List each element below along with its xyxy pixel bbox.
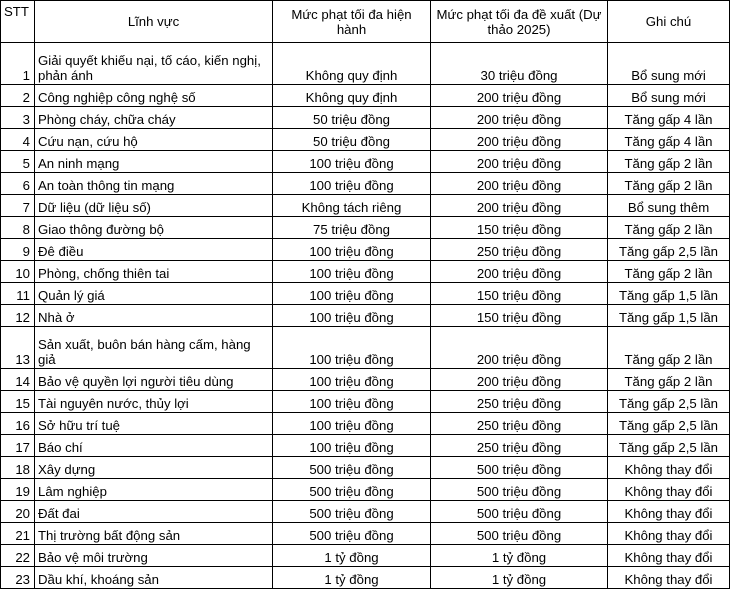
table-row — [1, 369, 730, 391]
row-note: Tăng gấp 2,5 lần — [608, 239, 730, 261]
row-field: Công nghiệp công nghệ số — [35, 85, 273, 107]
row-proposed-fine: 200 triệu đồng — [431, 85, 608, 107]
row-note: Tăng gấp 2 lần — [608, 217, 730, 239]
row-current-fine: 75 triệu đồng — [273, 217, 431, 239]
table-row — [1, 283, 730, 305]
row-proposed-fine: 250 triệu đồng — [431, 435, 608, 457]
table-row — [1, 217, 730, 239]
row-proposed-fine: 500 triệu đồng — [431, 479, 608, 501]
row-field: Báo chí — [35, 435, 273, 457]
row-stt: 17 — [1, 435, 35, 457]
row-field: Phòng cháy, chữa cháy — [35, 107, 273, 129]
row-note: Tăng gấp 4 lần — [608, 107, 730, 129]
row-note: Không thay đổi — [608, 457, 730, 479]
row-note: Bổ sung mới — [608, 43, 730, 85]
row-stt: 16 — [1, 413, 35, 435]
row-note: Tăng gấp 1,5 lần — [608, 283, 730, 305]
table-row — [1, 523, 730, 545]
row-proposed-fine: 250 triệu đồng — [431, 413, 608, 435]
header-stt: STT — [1, 1, 35, 43]
row-field: Đê điều — [35, 239, 273, 261]
row-stt: 1 — [1, 43, 35, 85]
row-proposed-fine: 200 triệu đồng — [431, 129, 608, 151]
row-stt: 11 — [1, 283, 35, 305]
row-note: Tăng gấp 2,5 lần — [608, 435, 730, 457]
row-stt: 7 — [1, 195, 35, 217]
row-stt: 23 — [1, 567, 35, 589]
row-stt: 22 — [1, 545, 35, 567]
table-row — [1, 129, 730, 151]
row-field: Nhà ở — [35, 305, 273, 327]
header-note: Ghi chú — [608, 1, 730, 43]
row-current-fine: 50 triệu đồng — [273, 107, 431, 129]
row-field: Lâm nghiệp — [35, 479, 273, 501]
row-current-fine: 50 triệu đồng — [273, 129, 431, 151]
row-current-fine: 100 triệu đồng — [273, 173, 431, 195]
row-proposed-fine: 200 triệu đồng — [431, 173, 608, 195]
row-stt: 6 — [1, 173, 35, 195]
row-proposed-fine: 1 tỷ đồng — [431, 567, 608, 589]
header-current-fine: Mức phạt tối đa hiện hành — [273, 1, 431, 43]
row-stt: 10 — [1, 261, 35, 283]
row-note: Không thay đổi — [608, 567, 730, 589]
row-stt: 9 — [1, 239, 35, 261]
row-stt: 12 — [1, 305, 35, 327]
row-note: Không thay đổi — [608, 545, 730, 567]
row-proposed-fine: 200 triệu đồng — [431, 261, 608, 283]
row-field: An toàn thông tin mạng — [35, 173, 273, 195]
row-field: Giao thông đường bộ — [35, 217, 273, 239]
row-current-fine: 100 triệu đồng — [273, 305, 431, 327]
row-field: Bảo vệ quyền lợi người tiêu dùng — [35, 369, 273, 391]
table-row — [1, 239, 730, 261]
row-field: Dầu khí, khoáng sản — [35, 567, 273, 589]
table-row — [1, 43, 730, 85]
row-field: Quản lý giá — [35, 283, 273, 305]
row-field: Thị trường bất động sản — [35, 523, 273, 545]
row-field: Tài nguyên nước, thủy lợi — [35, 391, 273, 413]
row-field: Phòng, chống thiên tai — [35, 261, 273, 283]
row-current-fine: 1 tỷ đồng — [273, 545, 431, 567]
row-proposed-fine: 200 triệu đồng — [431, 195, 608, 217]
row-field: Xây dựng — [35, 457, 273, 479]
row-field: Giải quyết khiếu nại, tố cáo, kiến nghị, phản ánh — [35, 43, 273, 85]
row-current-fine: 100 triệu đồng — [273, 369, 431, 391]
row-field: Sở hữu trí tuệ — [35, 413, 273, 435]
row-stt: 8 — [1, 217, 35, 239]
row-stt: 14 — [1, 369, 35, 391]
row-field: An ninh mạng — [35, 151, 273, 173]
table-body — [1, 43, 730, 589]
header-proposed-fine: Mức phạt tối đa đề xuất (Dự thảo 2025) — [431, 1, 608, 43]
row-current-fine: 100 triệu đồng — [273, 283, 431, 305]
row-proposed-fine: 500 triệu đồng — [431, 523, 608, 545]
table-row — [1, 545, 730, 567]
row-current-fine: Không quy định — [273, 43, 431, 85]
table-row — [1, 305, 730, 327]
row-note: Tăng gấp 2,5 lần — [608, 391, 730, 413]
row-field: Dữ liệu (dữ liệu số) — [35, 195, 273, 217]
table-row — [1, 391, 730, 413]
row-current-fine: 100 triệu đồng — [273, 239, 431, 261]
row-current-fine: 100 triệu đồng — [273, 327, 431, 369]
row-proposed-fine: 500 triệu đồng — [431, 457, 608, 479]
row-note: Tăng gấp 1,5 lần — [608, 305, 730, 327]
row-note: Tăng gấp 2 lần — [608, 327, 730, 369]
row-proposed-fine: 200 triệu đồng — [431, 151, 608, 173]
row-current-fine: 100 triệu đồng — [273, 151, 431, 173]
row-field: Cứu nạn, cứu hộ — [35, 129, 273, 151]
table-row — [1, 261, 730, 283]
header-row — [1, 1, 730, 43]
table-row — [1, 85, 730, 107]
row-stt: 4 — [1, 129, 35, 151]
row-current-fine: 100 triệu đồng — [273, 435, 431, 457]
row-proposed-fine: 250 triệu đồng — [431, 239, 608, 261]
row-current-fine: 100 triệu đồng — [273, 391, 431, 413]
row-note: Tăng gấp 2 lần — [608, 173, 730, 195]
row-proposed-fine: 200 triệu đồng — [431, 327, 608, 369]
row-stt: 5 — [1, 151, 35, 173]
row-proposed-fine: 1 tỷ đồng — [431, 545, 608, 567]
table-row — [1, 435, 730, 457]
header-field: Lĩnh vực — [35, 1, 273, 43]
row-stt: 3 — [1, 107, 35, 129]
row-current-fine: 500 triệu đồng — [273, 479, 431, 501]
row-stt: 15 — [1, 391, 35, 413]
row-note: Không thay đổi — [608, 501, 730, 523]
row-note: Tăng gấp 2 lần — [608, 369, 730, 391]
row-current-fine: 500 triệu đồng — [273, 523, 431, 545]
table-row — [1, 151, 730, 173]
table-row — [1, 413, 730, 435]
row-proposed-fine: 30 triệu đồng — [431, 43, 608, 85]
row-field: Đất đai — [35, 501, 273, 523]
row-stt: 19 — [1, 479, 35, 501]
row-stt: 21 — [1, 523, 35, 545]
table-row — [1, 501, 730, 523]
row-current-fine: 1 tỷ đồng — [273, 567, 431, 589]
table-row — [1, 479, 730, 501]
row-note: Tăng gấp 2 lần — [608, 151, 730, 173]
table-row — [1, 327, 730, 369]
row-note: Tăng gấp 4 lần — [608, 129, 730, 151]
row-stt: 20 — [1, 501, 35, 523]
row-current-fine: Không quy định — [273, 85, 431, 107]
row-proposed-fine: 150 triệu đồng — [431, 305, 608, 327]
table-row — [1, 195, 730, 217]
row-current-fine: 500 triệu đồng — [273, 457, 431, 479]
row-note: Không thay đổi — [608, 479, 730, 501]
row-note: Bổ sung thêm — [608, 195, 730, 217]
table-row — [1, 107, 730, 129]
row-proposed-fine: 150 triệu đồng — [431, 217, 608, 239]
row-field: Bảo vệ môi trường — [35, 545, 273, 567]
row-proposed-fine: 250 triệu đồng — [431, 391, 608, 413]
row-proposed-fine: 150 triệu đồng — [431, 283, 608, 305]
row-note: Không thay đổi — [608, 523, 730, 545]
row-field: Sản xuất, buôn bán hàng cấm, hàng giả — [35, 327, 273, 369]
row-current-fine: 500 triệu đồng — [273, 501, 431, 523]
row-note: Tăng gấp 2 lần — [608, 261, 730, 283]
row-current-fine: 100 triệu đồng — [273, 413, 431, 435]
row-stt: 13 — [1, 327, 35, 369]
row-proposed-fine: 500 triệu đồng — [431, 501, 608, 523]
row-stt: 2 — [1, 85, 35, 107]
table-row — [1, 173, 730, 195]
row-current-fine: Không tách riêng — [273, 195, 431, 217]
row-stt: 18 — [1, 457, 35, 479]
row-proposed-fine: 200 triệu đồng — [431, 369, 608, 391]
row-note: Tăng gấp 2,5 lần — [608, 413, 730, 435]
row-current-fine: 100 triệu đồng — [273, 261, 431, 283]
row-note: Bổ sung mới — [608, 85, 730, 107]
table-row — [1, 457, 730, 479]
row-proposed-fine: 200 triệu đồng — [431, 107, 608, 129]
table-row — [1, 567, 730, 589]
